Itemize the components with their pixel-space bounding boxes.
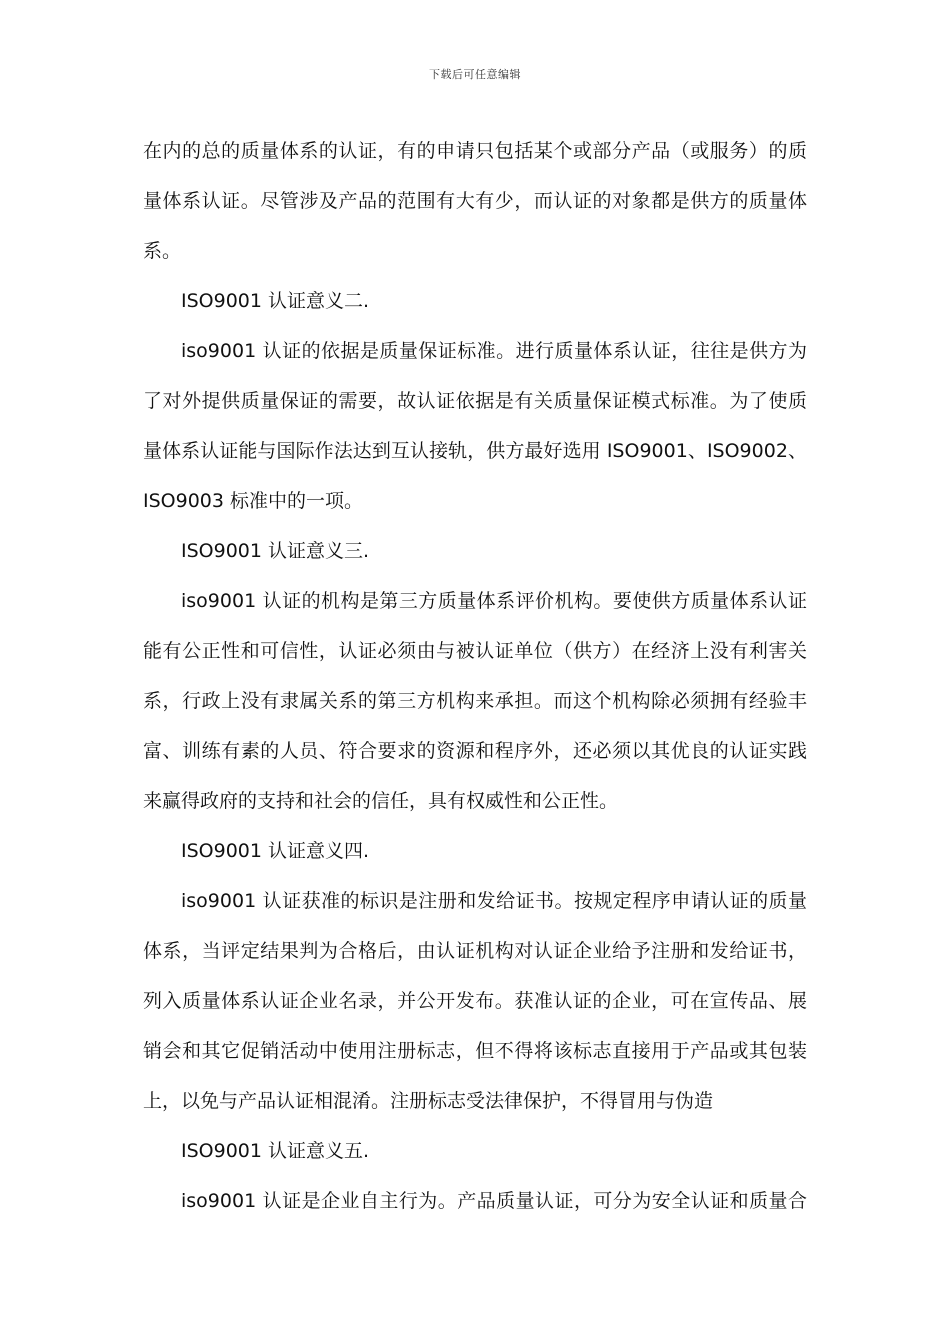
- paragraph-certificate: iso9001 认证获准的标识是注册和发给证书。按规定程序申请认证的质量体系，当评定结果判为合格后，由认证机构对认证企业给予注册和发给证书，列入质量体系认证企业名录，并公开发布。获准认证的企业，可在宣传品、展销会和其它促销活动中使用注册标志，但不得将该标志直接用于产品或其包装上，以免与产品认证相混淆。注册标志受法律保护，不得冒用与伪造: [143, 890, 807, 1112]
- section-heading-5: ISO9001 认证意义五.: [181, 1140, 370, 1162]
- section-heading-2: ISO9001 认证意义二.: [181, 290, 370, 312]
- paragraph-agency: iso9001 认证的机构是第三方质量体系评价机构。要使供方质量体系认证能有公正性和可信性，认证必须由与被认证单位（供方）在经济上没有利害关系，行政上没有隶属关系的第三方机构来承担。而这个机构除必须拥有经验丰富、训练有素的人员、符合要求的资源和程序外，还必须以其优良的认证实践来赢得政府的支持和社会的信任，具有权威性和公正性。: [143, 590, 807, 812]
- paragraph-continuation: 在内的总的质量体系的认证，有的申请只包括某个或部分产品（或服务）的质量体系认证。尽管涉及产品的范围有大有少，而认证的对象都是供方的质量体系。: [143, 140, 807, 262]
- page-header-note: 下载后可任意编辑: [429, 68, 521, 81]
- paragraph-basis: iso9001 认证的依据是质量保证标准。进行质量体系认证，往往是供方为了对外提供质量保证的需要，故认证依据是有关质量保证模式标准。为了使质量体系认证能与国际作法达到互认接轨，供方最好选用 ISO9001、ISO9002、ISO9003 标准中的一项。: [143, 340, 807, 512]
- section-heading-4: ISO9001 认证意义四.: [181, 840, 370, 862]
- document-body: [143, 126, 807, 1226]
- paragraph-voluntary: iso9001 认证是企业自主行为。产品质量认证，可分为安全认证和质量合: [181, 1190, 807, 1212]
- section-heading-3: ISO9001 认证意义三.: [181, 540, 370, 562]
